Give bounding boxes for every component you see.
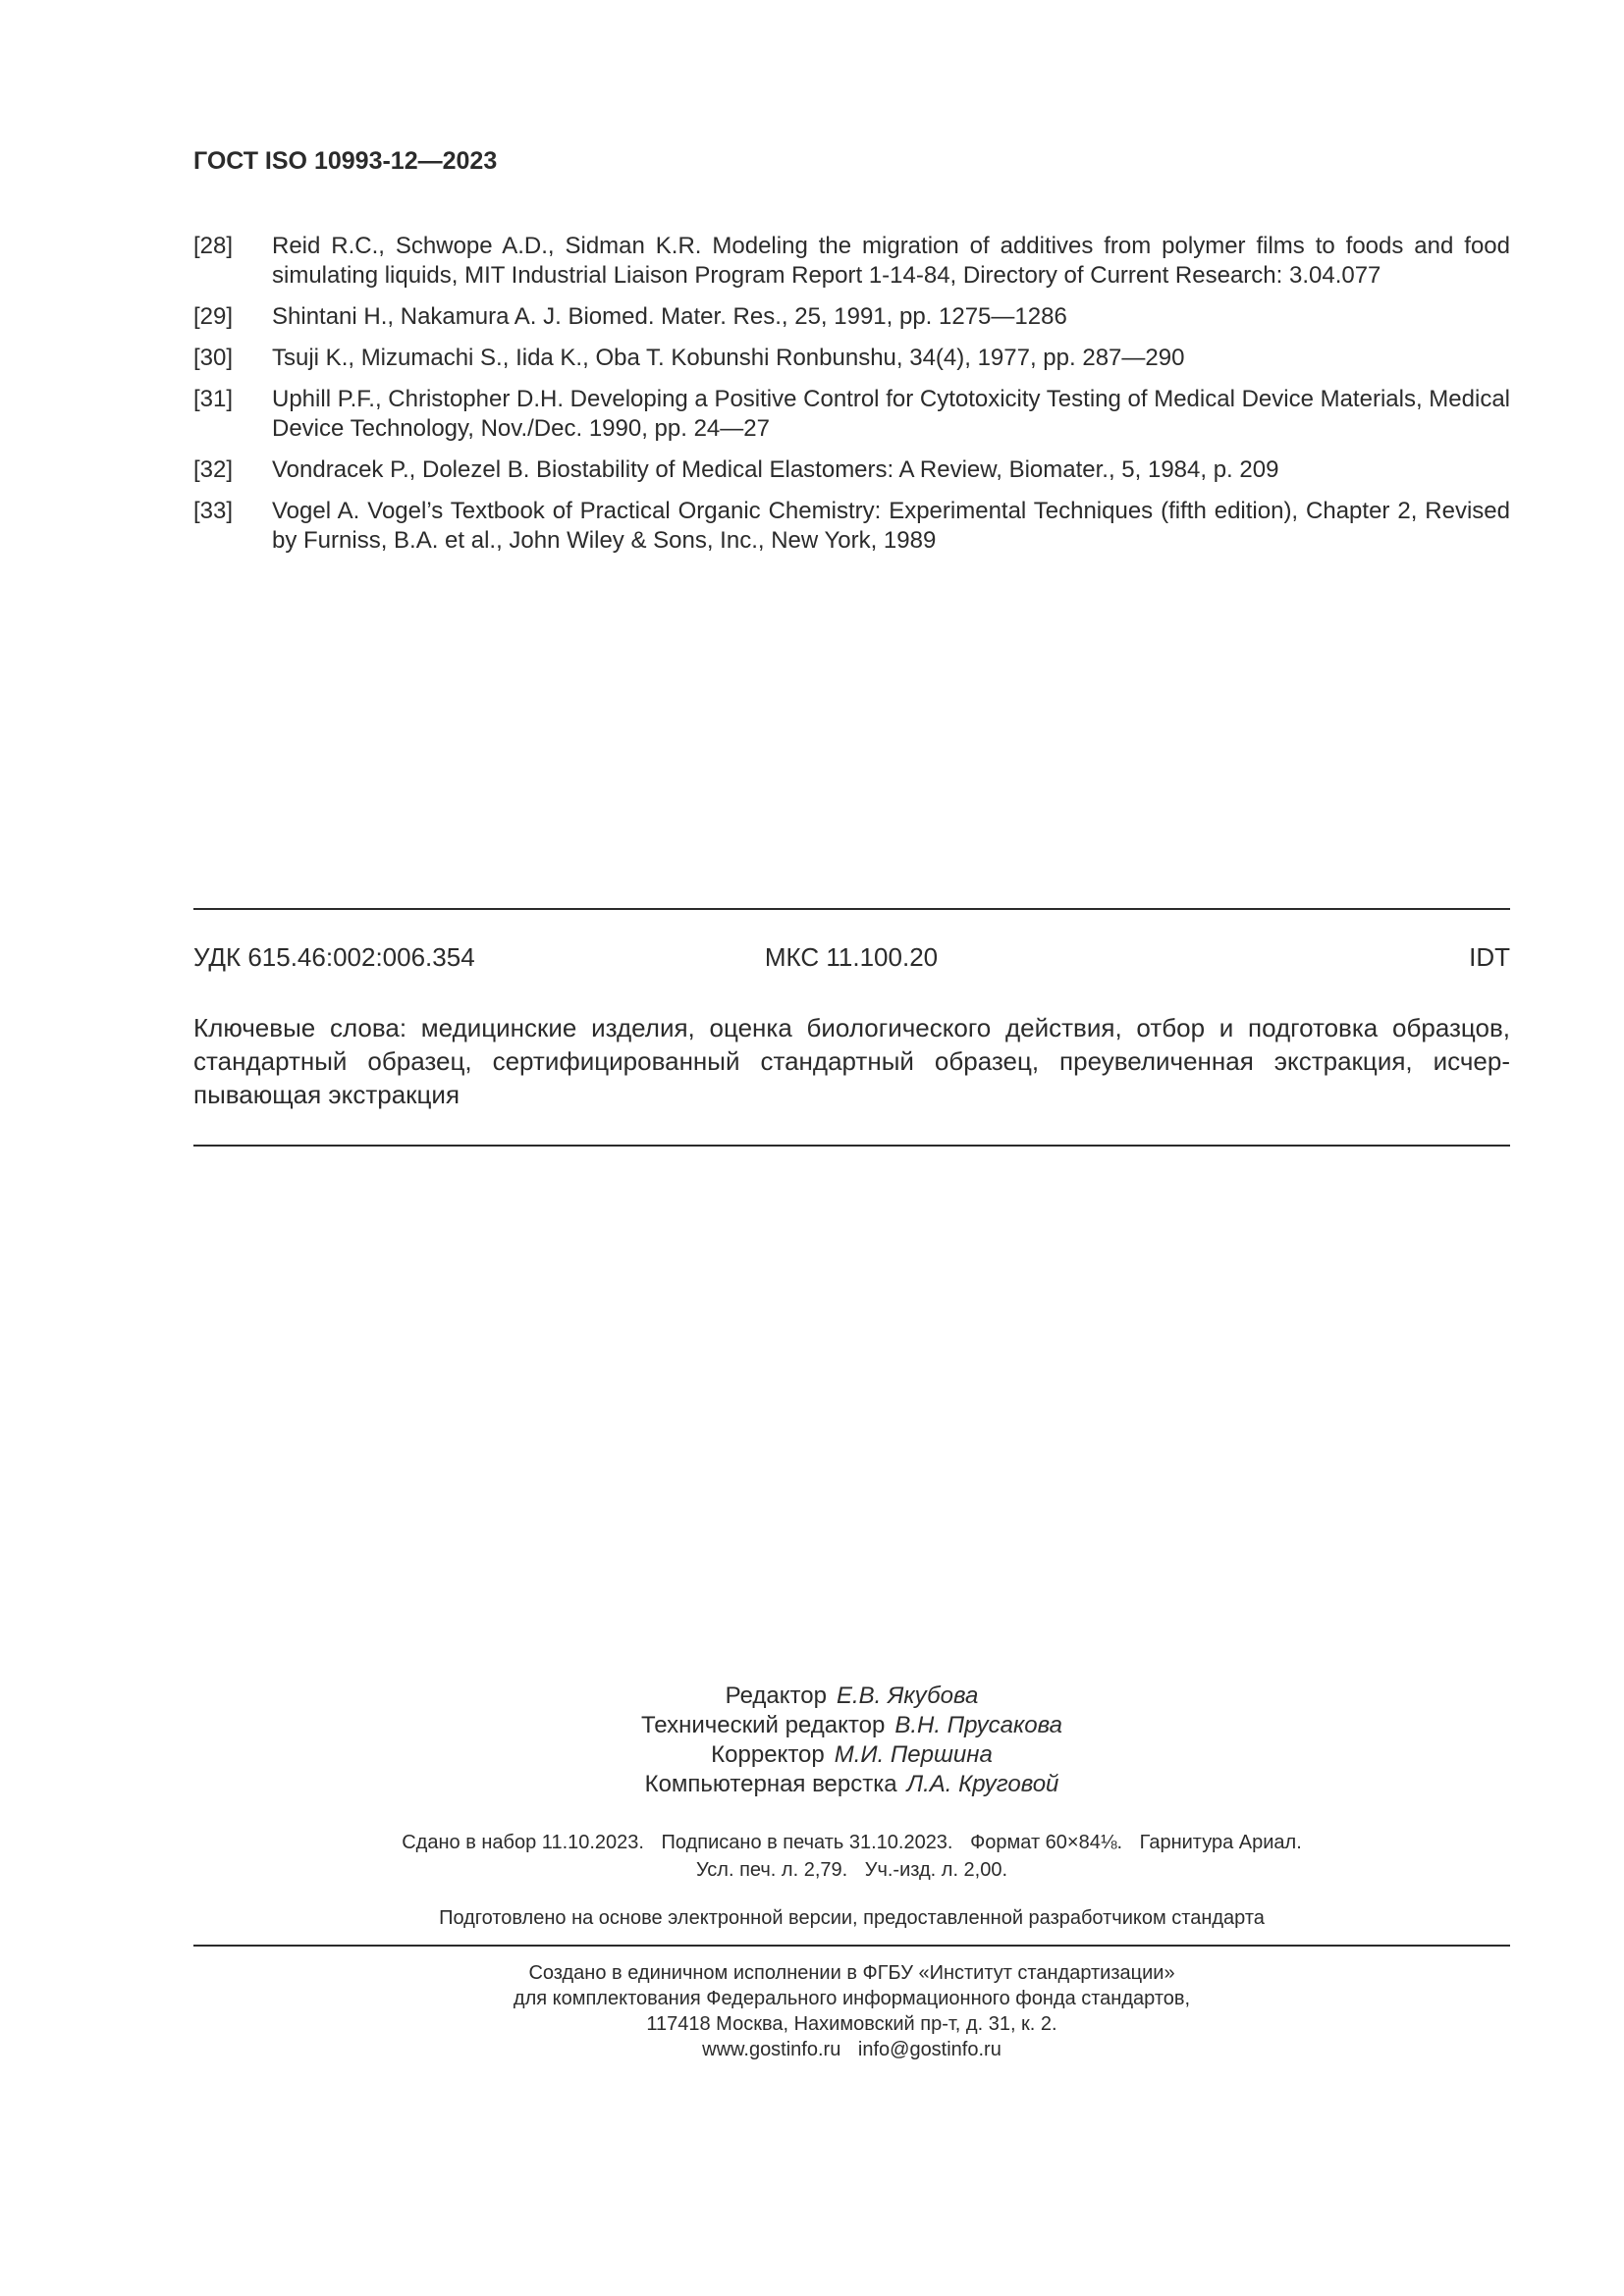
reference-item: [193, 497, 1510, 556]
credit-role: Технический редактор: [640, 1712, 886, 1738]
created-line: Создано в единичном исполнении в ФГБУ «Институт стандартизации»: [528, 1962, 1175, 1984]
divider-bottom: [193, 1945, 1510, 1947]
divider-top: [193, 908, 1510, 910]
reference-text: Shintani H., Nakamura A. J. Biomed. Mater. Res., 25, 1991, pp. 1275—1286: [272, 303, 1067, 330]
reference-number: [30]: [193, 345, 234, 371]
reference-item: [193, 302, 1510, 332]
typeface: Гарнитура Ариал.: [1139, 1832, 1302, 1853]
reference-text: Vogel A. Vogel’s Textbook of Practical Organic Chemistry: Experimental Techniques (fifth edition), Chapter 2, Revised by Furniss, B.A. et al., John Wiley & Sons, Inc., New York, 1989: [272, 498, 1510, 554]
reference-text: Reid R.C., Schwope A.D., Sidman K.R. Modeling the migration of additives from polymer films to foods and food simulating liquids, MIT Industrial Liaison Program Report 1-14-84, Directory of Current Research: 3.04.077: [272, 233, 1510, 289]
print-info-line: [193, 1856, 1510, 1884]
credit-name: Л.А. Круговой: [906, 1771, 1059, 1797]
reference-number: [28]: [193, 233, 234, 259]
created-block: [193, 1960, 1510, 2062]
reference-number: [33]: [193, 498, 234, 524]
prepared-note: Подготовлено на основе электронной версии, предоставленной разработчиком стандарта: [439, 1907, 1265, 1929]
reference-text: Tsuji K., Mizumachi S., Iida K., Oba T. Kobunshi Ronbunshu, 34(4), 1977, pp. 287—290: [272, 345, 1185, 371]
credits-block: [193, 1682, 1510, 1799]
signed-date: Подписано в печать 31.10.2023.: [661, 1832, 953, 1853]
mks-code: МКС 11.100.20: [764, 942, 939, 972]
reference-text: Vondracek P., Dolezel B. Biostability of Medical Elastomers: A Review, Biomater., 5, 1984, p. 209: [272, 456, 1279, 483]
submitted-date: Сдано в набор 11.10.2023.: [402, 1832, 644, 1853]
email-link[interactable]: info@gostinfo.ru: [857, 2039, 1001, 2060]
reference-text: Uphill P.F., Christopher D.H. Developing a Positive Control for Cytotoxicity Testing of Medical Device Materials, Medical Device Technology, Nov./Dec. 1990, pp. 24—27: [272, 386, 1510, 442]
created-line: для комплектования Федерального информационного фонда стандартов,: [513, 1988, 1191, 2009]
credit-role: Компьютерная верстка: [644, 1771, 897, 1797]
divider-keywords: [193, 1145, 1510, 1147]
credit-line: [193, 1770, 1510, 1799]
credit-name: В.Н. Прусакова: [894, 1712, 1062, 1738]
publisher-sheets: Уч.-изд. л. 2,00.: [864, 1859, 1008, 1881]
print-info: [193, 1829, 1510, 1884]
reference-item: [193, 232, 1510, 291]
credit-name: М.И. Першина: [834, 1741, 993, 1768]
credit-line: [193, 1740, 1510, 1770]
page-header-title: ГОСТ ISO 10993-12—2023: [193, 147, 498, 175]
udk-code: УДК 615.46:002:006.354: [193, 942, 475, 972]
credit-role: Редактор: [725, 1682, 827, 1709]
format: Формат 60×84⅛.: [970, 1832, 1123, 1853]
print-sheets: Усл. печ. л. 2,79.: [695, 1859, 848, 1881]
keywords-paragraph: Ключевые слова: медицинские изделия, оценка биологического действия, отбор и подготовка образцов, стандартный образец, сертифицированный стандартный образец, преувеличенная экстракция, исчерпывающая экстракция: [193, 1013, 1510, 1109]
reference-item: [193, 344, 1510, 373]
contacts-line: [193, 2037, 1510, 2062]
print-info-line: [193, 1829, 1510, 1856]
credit-line: [193, 1682, 1510, 1711]
created-line: 117418 Москва, Нахимовский пр-т, д. 31, к. 2.: [646, 2013, 1057, 2035]
reference-number: [31]: [193, 386, 234, 412]
bibliography-list: [193, 232, 1510, 567]
credit-role: Корректор: [711, 1741, 825, 1768]
website-link[interactable]: www.gostinfo.ru: [702, 2039, 841, 2060]
reference-item: [193, 385, 1510, 444]
reference-item: [193, 455, 1510, 485]
conformity-degree: IDT: [1469, 942, 1510, 972]
classification-row: [193, 942, 1510, 974]
credit-line: [193, 1711, 1510, 1740]
credit-name: Е.В. Якубова: [836, 1682, 979, 1709]
reference-number: [29]: [193, 303, 234, 330]
reference-number: [32]: [193, 456, 234, 483]
